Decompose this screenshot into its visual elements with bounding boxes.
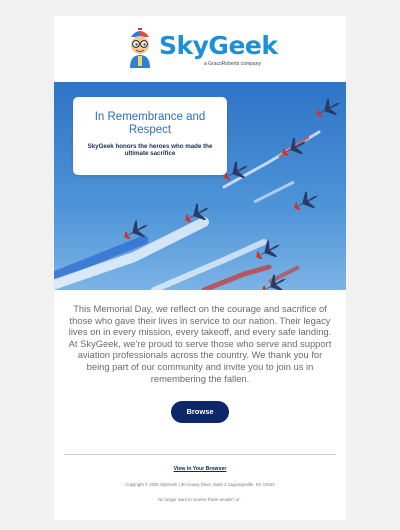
view-in-browser-link[interactable]: View in Your Browser: [173, 466, 227, 472]
copyright-text: Copyright © 2025 SkyGeek | 30 Airway Drive, Suite 2 Lagrangeville, NY 12540: [125, 482, 275, 487]
hero-overlay-card: [73, 97, 227, 175]
memorial-message: This Memorial Day, we reflect on the courage and sacrifice of those who gave their lives in service to our nation. Their legacy lives on in every mission, every takeoff, and every safe landing. At SkyGeek, we’re proud to serve those who serve and support aviation professionals across the country. We thank you for being part of our community and invite you to join us in remembering the fallen.: [68, 303, 332, 384]
footer-divider: [64, 454, 336, 455]
brand-tagline: a GracoRoberts company: [204, 61, 261, 67]
hero-image: [54, 82, 346, 290]
browse-button[interactable]: Browse: [171, 401, 229, 423]
brand-name: SkyGeek: [159, 31, 278, 60]
hero-title: In Remembrance and Respect: [94, 111, 206, 136]
email-header: [54, 16, 346, 82]
unsubscribe-text[interactable]: No longer want to receive these emails? or .: [158, 497, 242, 502]
hero-subtitle: SkyGeek honors the heroes who made the ultimate sacrifice: [87, 143, 213, 158]
mascot-logo-icon: [126, 28, 154, 68]
email-card: [54, 16, 346, 520]
